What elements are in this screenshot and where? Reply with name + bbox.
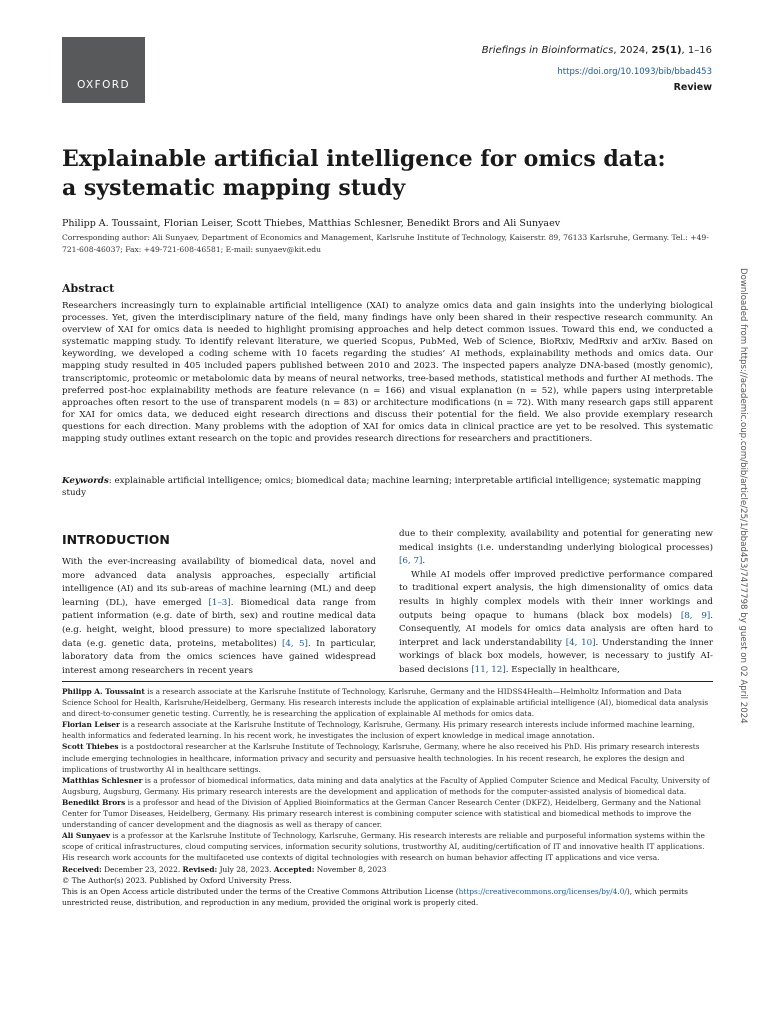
license-link[interactable]: https://creativecommons.org/licenses/by/4.0/ [458,886,627,896]
author-biographies [62,686,713,908]
bio-name: Matthias Schlesner [62,775,143,785]
introduction-left-column [62,556,376,678]
journal-volume: 25(1) [651,45,682,56]
bio-text: is a professor and head of the Division of Applied Bioinformatics at the German Cancer Research Center (DKFZ), Heidelberg, Germany and the National Center for Tumor Diseases, Heidelberg, Germany. His primary research interest is combining computer science with statistical and biomedical methods to improve the understanding of cancer development and the diagnosis as well as therapy of cancer. [62,797,701,830]
author-list: Philipp A. Toussaint, Florian Leiser, Scott Thiebes, Matthias Schlesner, Benedikt Brors and Ali Sunyaev [62,218,561,229]
text-run: due to their complexity, availability and potential for generating new medical insights (i.e. understanding underlying biological processes) [399,529,713,553]
text-run: . Especially in healthcare, [505,664,620,675]
text-run: While AI models offer improved predictive performance compared to traditional expert analysis, the high dimensionality of omics data results in highly complex models with their inner workings and outputs being opaque to humans (black box models) [399,569,713,621]
title-line-2: a systematic mapping study [62,175,406,201]
journal-pages: , 1–16 [681,45,712,56]
intro-paragraph-2 [399,569,713,678]
text-run: . In particular, laboratory data from the omics sciences have gained widespread interest among researchers in recent years [62,638,377,676]
text-run: . Consequently, AI models for omics data analysis are often hard to interpret and lack understandability [399,610,714,648]
bio-toussaint [62,686,713,719]
keywords [62,475,713,499]
bio-name: Benedikt Brors [62,797,126,807]
article-title [62,145,702,203]
article-type: Review [673,82,712,93]
oxford-logo [62,37,145,103]
copyright-notice: © The Author(s) 2023. Published by Oxford University Press. [62,875,292,885]
bio-schlesner [62,775,713,797]
title-line-1: Explainable artificial intelligence for omics data: [62,146,666,172]
intro-paragraph-1 [62,556,376,678]
footnote-divider [62,681,713,682]
accepted-label: Accepted: [273,864,315,874]
citation-link[interactable]: [4, 10] [565,637,596,648]
bio-text: is a postdoctoral researcher at the Karlsruhe Institute of Technology, Karlsruhe, Germany, where he also received his PhD. His primary research interests include emerging technologies in healthcare, information privacy and security and persuasive health technologies. In his recent research, he explores the design and implications of trustworthy AI in healthcare settings. [62,742,700,774]
bio-text: is a professor of biomedical informatics, data mining and data analytics at the Faculty of Applied Computer Science and Medical Faculty, University of Augsburg, Augsburg, Germany. His primary research interests are the development and application of methods for the computer-assisted analysis of biomedical data. [62,775,710,796]
text-run: . Biomedical data range from patient information (e.g. date of birth, sex) and routine medical data (e.g. height, weight, blood pressure) to more specialized laboratory data (e.g. genetic data, proteins, metabolites) [62,597,376,649]
bio-name: Florian Leiser [62,720,120,730]
bio-brors [62,797,713,830]
bio-name: Scott Thiebes [62,742,119,752]
accepted-date: November 8, 2023 [314,864,387,874]
bio-sunyaev [62,830,713,863]
text-run: . Understanding the inner workings of black box models, however, is necessary to justify AI-based decisions [399,637,713,675]
introduction-heading: INTRODUCTION [62,532,170,547]
bio-text: is a research associate at the Karlsruhe Institute of Technology, Karlsruhe, Germany. His primary research interests include informed machine learning, health informatics and federated learning. In his recent work, he investigates the inclusion of expert knowledge in medical image annotation. [62,720,695,741]
logo-text: OXFORD [77,79,130,91]
revised-date: July 28, 2023. [217,864,274,874]
revised-label: Revised: [182,864,218,874]
bio-name: Philipp A. Toussaint [62,687,145,696]
introduction-right-column [399,528,713,678]
bio-thiebes [62,741,713,774]
citation-link[interactable]: [6, 7] [399,556,423,567]
bio-text: is a professor at the Karlsruhe Institute of Technology, Karlsruhe, Germany. His research interests are reliable and purposeful information systems within the scope of critical infrastructures, cloud computing services, information security solutions, trustworthy AI, auditing/certification of IT and innovative health IT applications. His research work accounts for the multifaceted use contexts of digital technologies with research on human behavior affecting IT applications and vice versa. [62,831,705,863]
text-run: This is an Open Access article distributed under the terms of the Creative Commons Attribution License ( [62,886,459,896]
text-run: . [422,556,426,567]
received-label: Received: [62,864,102,874]
received-date: December 23, 2022. [101,864,183,874]
journal-name: Briefings in Bioinformatics [481,45,614,56]
doi-link[interactable]: https://doi.org/10.1093/bib/bbad453 [557,67,712,77]
corresponding-author: Corresponding author: Ali Sunyaev, Department of Economics and Management, Karlsruhe Institute of Technology, Kaiserstr. 89, 76133 Karlsruhe, Germany. Tel.: +49-721-608-46037; Fax: +49-721-608-46581; E-mail: sunyaev@kit.edu [62,233,709,254]
keywords-label: Keywords [62,476,109,486]
bio-text: is a research associate at the Karlsruhe Institute of Technology, Karlsruhe, Germany and the HIDSS4Health—Helmholtz Information and Data Science School for Health, Karlsruhe/Heidelberg, Germany. His research interests include the application of explainable artificial intelligence (AI), biomedical data analysis and direct-to-consumer genetic testing. Currently, he is researching the application of explainable AI methods for omics data. [62,687,709,719]
open-access-notice [62,886,713,908]
abstract-heading: Abstract [62,282,115,295]
bio-leiser [62,719,713,741]
bio-name: Ali Sunyaev [62,831,111,841]
download-note [736,268,750,788]
journal-citation [482,45,712,56]
citation-link[interactable]: [4, 5] [281,638,308,649]
download-note-text: Downloaded from https://academic.oup.com/bib/article/25/1/bbad453/7477798 by guest on 02 April 2024 [738,268,748,724]
intro-paragraph-1-cont [399,528,713,569]
text-run: ), which permits unrestricted reuse, distribution, and reproduction in any medium, provided the original work is properly cited. [62,886,688,907]
text-run: With the ever-increasing availability of biomedical data, novel and more advanced data analysis approaches, especially artificial intelligence (AI) and its sub-areas of machine learning (ML) and deep learning (DL), have emerged [62,557,376,608]
keywords-text: : explainable artificial intelligence; omics; biomedical data; machine learning; interpretable artificial intelligence; systematic mapping study [62,476,702,499]
article-dates [62,864,713,875]
citation-link[interactable]: [11, 12] [471,664,506,675]
citation-link[interactable]: [1–3] [208,597,231,608]
journal-year: , 2024, [613,45,652,56]
abstract-text: Researchers increasingly turn to explainable artificial intelligence (XAI) to analyze omics data and gain insights into the underlying biological processes. Yet, given the interdisciplinary nature of the field, many findings have only been shared in their respective research community. An overview of XAI for omics data is needed to highlight promising approaches and help detect common issues. Toward this end, we conducted a systematic mapping study. To identify relevant literature, we queried Scopus, PubMed, Web of Science, BioRxiv, MedRxiv and arXiv. Based on keywording, we developed a coding scheme with 10 facets regarding the studies’ AI methods, explainability methods and omics data. Our mapping study resulted in 405 included papers published between 2010 and 2023. The inspected papers analyze DNA-based (mostly genomic), transcriptomic, proteomic or metabolomic data by means of neural networks, tree-based methods, statistical methods and further AI methods. The preferred post-hoc explainability methods are feature relevance (n = 166) and visual explanation (n = 52), while papers using interpretable approaches often resort to the use of transparent models (n = 83) or architecture modifications (n = 72). With many research gaps still apparent for XAI for omics data, we deduced eight research directions and discuss their potential for the field. We also provide exemplary research questions for each direction. Many problems with the adoption of XAI for omics data in clinical practice are yet to be resolved. This systematic mapping study outlines extant research on the topic and provides research directions for researchers and practitioners. [62,301,713,445]
citation-link[interactable]: [8, 9] [680,610,711,621]
